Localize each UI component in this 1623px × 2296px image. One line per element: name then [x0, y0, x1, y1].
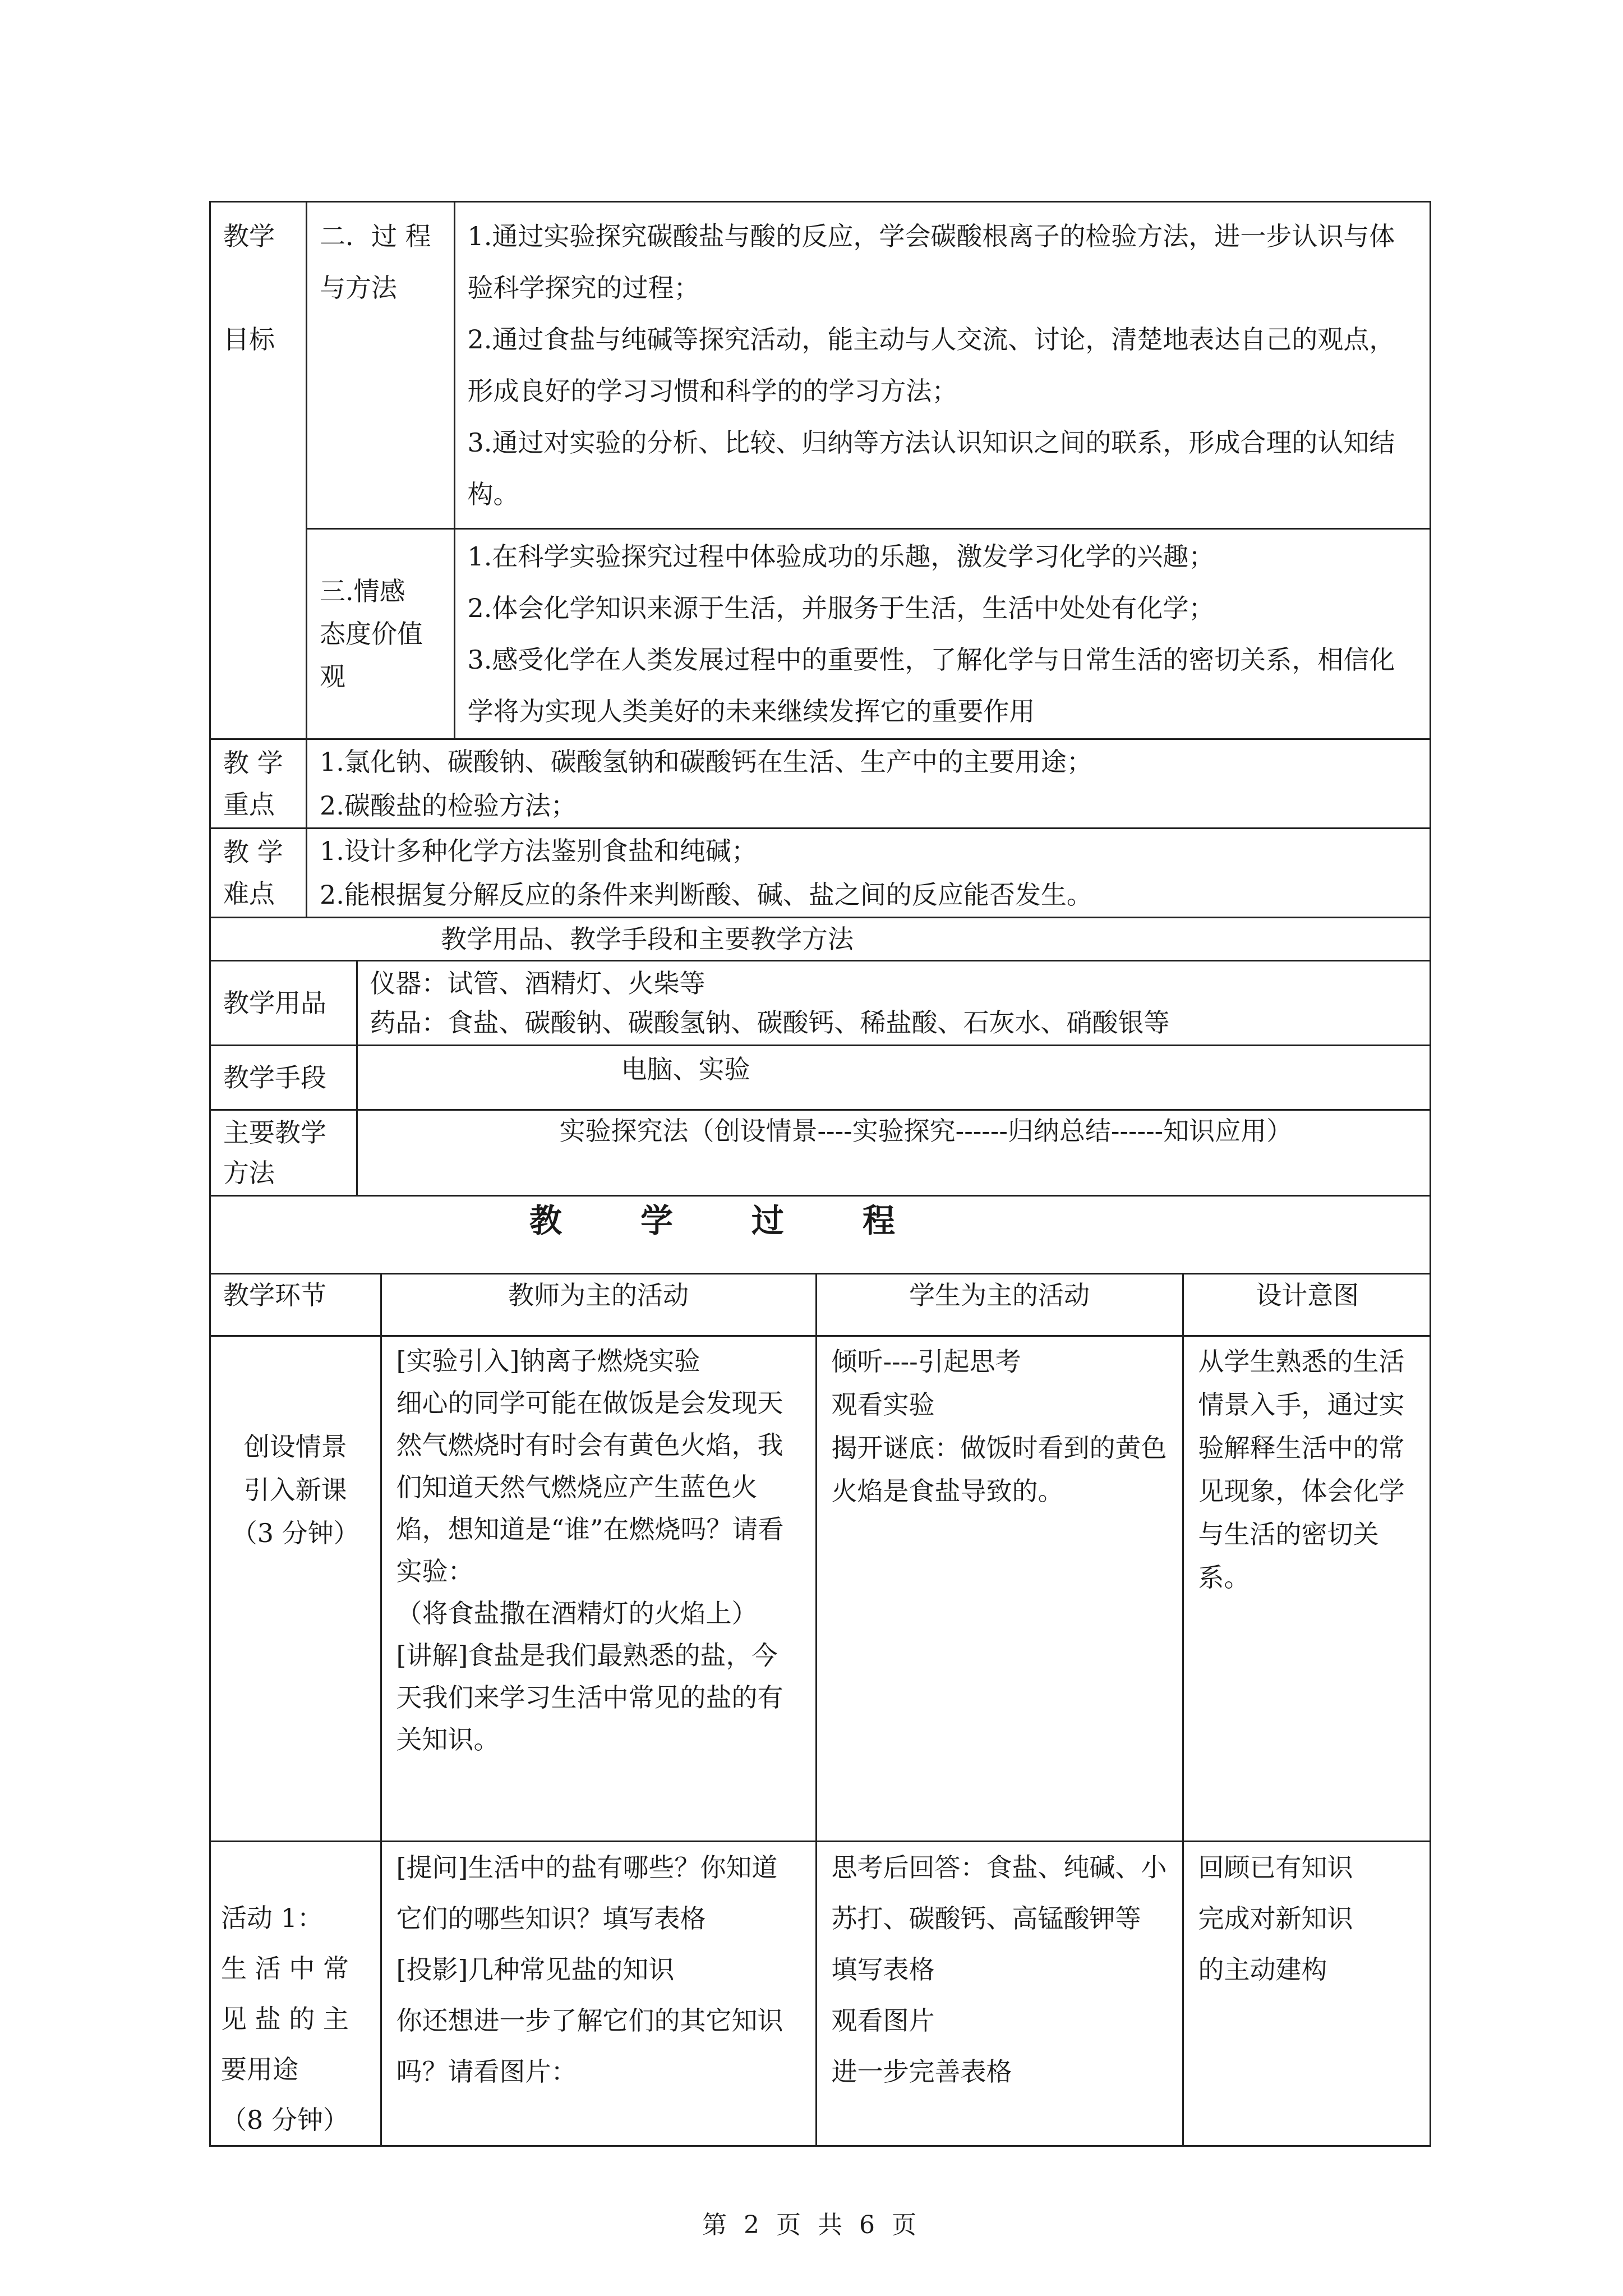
difficulties-label	[210, 829, 307, 918]
tools-header-row	[210, 918, 1431, 961]
goals-process-line-2: 2.通过食盐与纯碱等探究活动，能主动与人交流、讨论，清楚地表达自己的观点，形成良好的学习习惯和科学的的学习方法；	[467, 324, 1395, 406]
tools-header	[210, 918, 1431, 961]
row1-intent	[1183, 1336, 1431, 1842]
lesson-plan-table	[209, 201, 1431, 2147]
row2-student-line-2: 填写表格	[831, 1954, 935, 1985]
difficulties-row	[210, 829, 1431, 918]
goals-row	[210, 202, 1431, 739]
means-value: 电脑、实验	[621, 1054, 750, 1084]
row2-intent	[1183, 1842, 1431, 2146]
col-intent-header	[1183, 1274, 1431, 1336]
goals-process-label	[307, 203, 454, 529]
difficulties-content	[307, 829, 1431, 918]
difficulties-label-text: 教 学 难点	[223, 837, 283, 909]
process-row-1	[211, 1336, 1431, 1842]
col-student-header-text: 学生为主的活动	[909, 1280, 1090, 1310]
goals-content	[307, 202, 1431, 739]
col-intent-header-text: 设计意图	[1256, 1280, 1359, 1310]
row2-stage	[211, 1842, 381, 2146]
tools-content	[210, 961, 1431, 1196]
col-teacher-header	[381, 1274, 816, 1336]
tools-inner-table	[211, 961, 1430, 1195]
tools-header-text: 教学用品、教学手段和主要教学方法	[441, 924, 854, 954]
process-title-row	[210, 1196, 1431, 1274]
goals-emotion-line-3: 3.感受化学在人类发展过程中的重要性，了解化学与日常生活的密切关系，相信化学将为实现人类美好的未来继续发挥它的重要作用	[467, 645, 1395, 726]
method-label	[211, 1110, 357, 1195]
process-table-row	[210, 1274, 1431, 2146]
method-row	[211, 1110, 1430, 1195]
row1-teacher-line-2: 细心的同学可能在做饭是会发现天然气燃烧时有时会有黄色火焰，我们知道天然气燃烧应产生蓝色火焰，想知道是“谁”在燃烧吗？请看实验：	[396, 1388, 784, 1586]
difficulty-1: 1.设计多种化学方法鉴别食盐和纯碱；	[320, 836, 757, 866]
row1-teacher-line-4: [讲解]食盐是我们最熟悉的盐，今天我们来学习生活中常见的盐的有关知识。	[396, 1640, 783, 1755]
row1-stage-text: 创设情景 引入新课 （3 分钟）	[231, 1432, 359, 1548]
goals-emotion-label	[307, 529, 454, 739]
goals-label-text: 教学 目标	[223, 221, 275, 355]
row2-intent-line-3: 完成对新知识	[1198, 1903, 1353, 1934]
row1-student-line-2: 倾听----引起思考	[831, 1346, 1021, 1377]
goals-process-label-text: 二．过 程 与方法	[320, 221, 431, 303]
difficulty-2: 2.能根据复分解反应的条件来判断酸、碱、盐之间的反应能否发生。	[320, 880, 1092, 910]
row1-student	[816, 1336, 1183, 1842]
page-footer: 第 2 页 共 6 页	[702, 2211, 921, 2239]
method-content	[357, 1110, 1430, 1195]
row2-stage-text: 活动 1： 生 活 中 常 见 盐 的 主 要用途 （8 分钟）	[221, 1903, 349, 2135]
row1-teacher-line-1: [实验引入]钠离子燃烧实验	[396, 1346, 700, 1376]
goals-emotion-line-1: 1.在科学实验探究过程中体验成功的乐趣，激发学习化学的兴趣；	[467, 541, 1215, 572]
supplies-line-1: 仪器：试管、酒精灯、火柴等	[370, 968, 706, 999]
row1-student-line-3: 观看实验	[831, 1389, 935, 1420]
goals-inner-table	[307, 203, 1430, 738]
supplies-row	[211, 961, 1430, 1046]
method-label-text: 主要教学 方法	[223, 1117, 326, 1188]
row2-teacher-line-1: [提问]生活中的盐有哪些？你知道它们的哪些知识？填写表格	[396, 1852, 778, 1934]
means-row	[211, 1046, 1430, 1110]
key-points-label-text: 教 学 重点	[223, 748, 283, 820]
process-table-wrap	[210, 1274, 1431, 2146]
col-stage-header	[211, 1274, 381, 1336]
col-student-header	[816, 1274, 1183, 1336]
row2-teacher-line-2: [投影]几种常见盐的知识	[396, 1954, 675, 1985]
col-teacher-header-text: 教师为主的活动	[508, 1280, 689, 1310]
means-content	[357, 1046, 1430, 1110]
supplies-content	[357, 961, 1430, 1046]
process-header-row	[211, 1274, 1431, 1336]
goals-label	[210, 202, 307, 739]
supplies-label	[211, 961, 357, 1046]
process-row-2	[211, 1842, 1431, 2146]
row1-teacher	[381, 1336, 816, 1842]
supplies-line-2: 药品：食盐、碳酸钠、碳酸氢钠、碳酸钙、稀盐酸、石灰水、硝酸银等	[370, 1007, 1170, 1038]
goals-emotion-row	[307, 529, 1430, 739]
process-table	[211, 1274, 1431, 2145]
key-points-label	[210, 739, 307, 829]
col-stage-header-text: 教学环节	[223, 1280, 326, 1310]
goals-process-line-3: 3.通过对实验的分析、比较、归纳等方法认识知识之间的联系，形成合理的认知结构。	[467, 427, 1395, 509]
goals-process-line-1: 1.通过实验探究碳酸盐与酸的反应，学会碳酸根离子的检验方法，进一步认识与体验科学探究的过程；	[467, 221, 1395, 303]
key-points-row	[210, 739, 1431, 829]
row1-teacher-line-3: （将食盐撒在酒精灯的火焰上）	[396, 1598, 758, 1628]
row1-intent-line-2: 从学生熟悉的生活情景入手，通过实验解释生活中的常见现象，体会化学与生活的密切关系。	[1198, 1346, 1405, 1593]
key-point-1: 1.氯化钠、碳酸钠、碳酸氢钠和碳酸钙在生活、生产中的主要用途；	[320, 747, 1092, 777]
process-title	[210, 1196, 1431, 1274]
row2-student-line-4: 进一步完善表格	[831, 2056, 1012, 2087]
row2-student-line-1: 思考后回答：食盐、纯碱、小苏打、碳酸钙、高锰酸钾等	[831, 1852, 1167, 1934]
row2-intent-line-4: 的主动建构	[1198, 1954, 1327, 1985]
row2-student-line-3: 观看图片	[831, 2005, 935, 2036]
key-points-content	[307, 739, 1431, 829]
row2-student	[816, 1842, 1183, 2146]
goals-emotion-line-2: 2.体会化学知识来源于生活，并服务于生活，生活中处处有化学；	[467, 593, 1215, 623]
goals-emotion-content	[454, 529, 1430, 739]
row2-intent-line-2: 回顾已有知识	[1198, 1852, 1353, 1883]
row1-stage	[211, 1336, 381, 1842]
row2-teacher	[381, 1842, 816, 2146]
supplies-label-text: 教学用品	[223, 988, 326, 1018]
process-title-text: 教学过程	[529, 1202, 974, 1240]
row1-student-line-4: 揭开谜底：做饭时看到的黄色火焰是食盐导致的。	[831, 1433, 1167, 1506]
goals-process-content	[454, 203, 1430, 529]
method-value: 实验探究法（创设情景----实验探究------归纳总结------知识应用）	[559, 1116, 1293, 1146]
goals-emotion-label-text: 三.情感 态度价值 观	[320, 576, 423, 692]
key-point-2: 2.碳酸盐的检验方法；	[320, 790, 577, 821]
goals-process-row	[307, 203, 1430, 529]
means-label-text: 教学手段	[223, 1062, 326, 1093]
tools-row	[210, 961, 1431, 1196]
means-label	[211, 1046, 357, 1110]
row2-teacher-line-4: 你还想进一步了解它们的其它知识吗？请看图片：	[396, 2005, 783, 2087]
